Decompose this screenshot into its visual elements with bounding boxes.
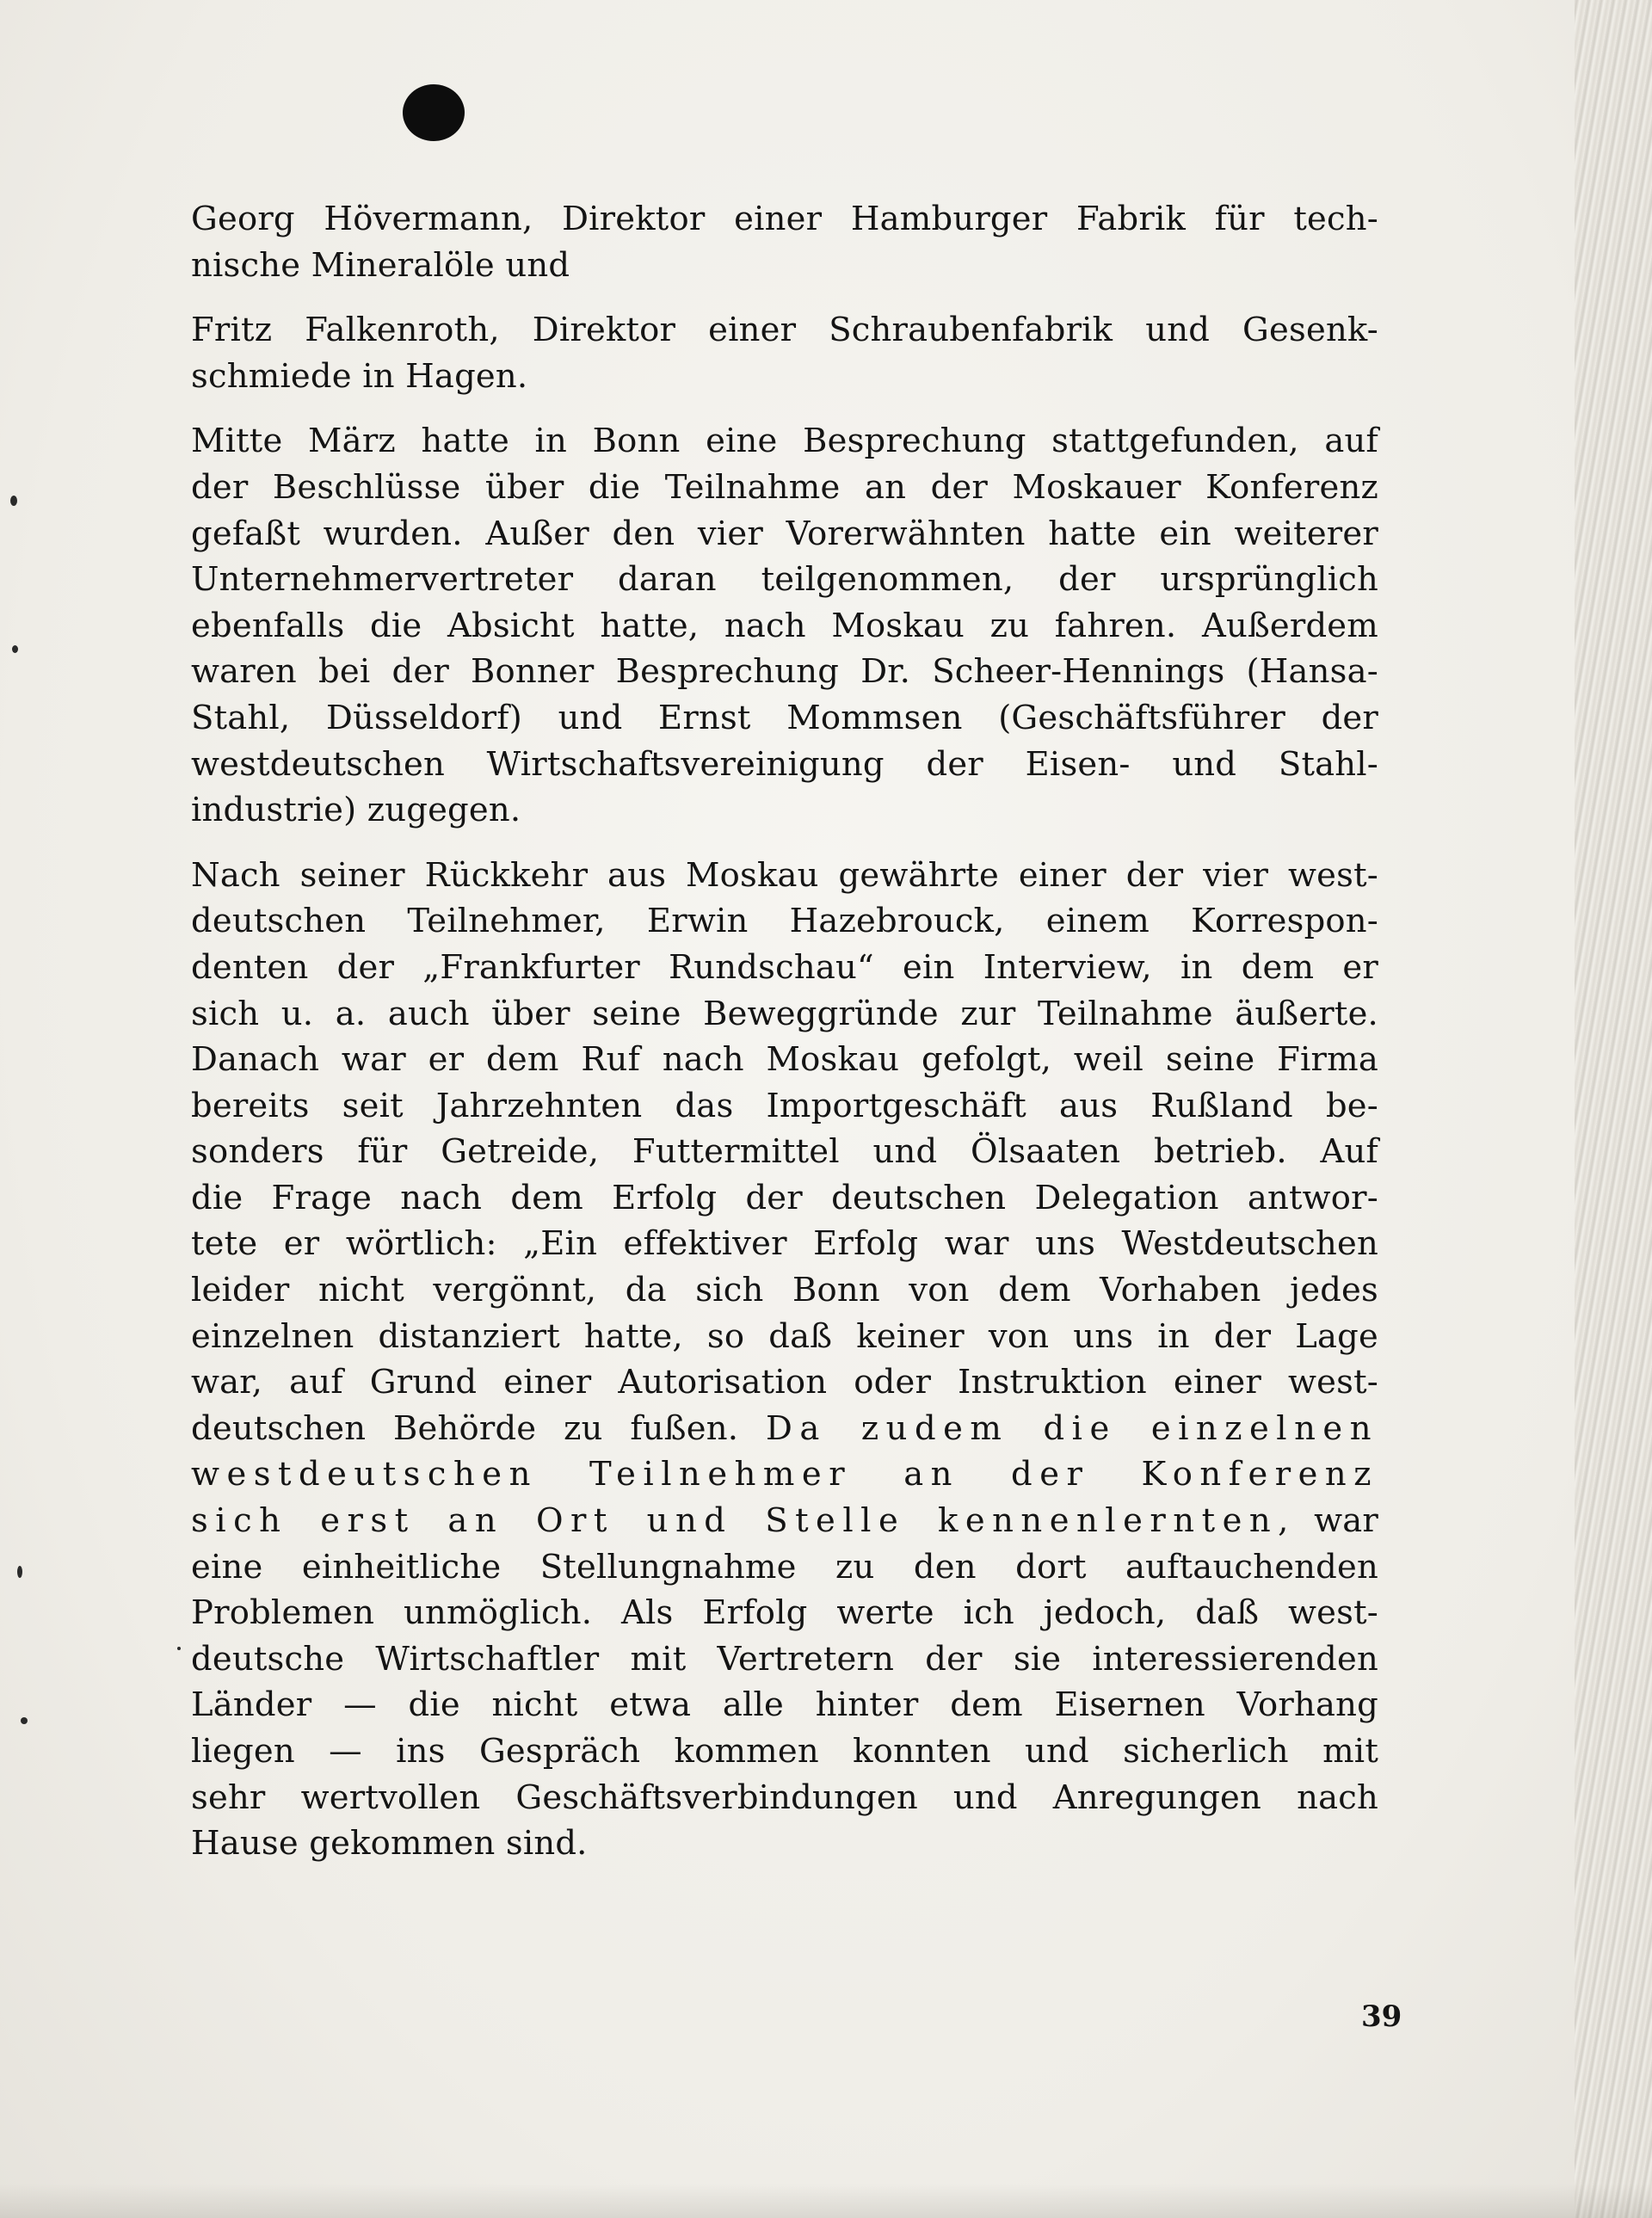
text-line: Danach war er dem Ruf nach Moskau gefolgt, weil seine Firma [191, 1040, 1378, 1080]
paragraph [191, 196, 1378, 288]
punch-hole-mark [403, 84, 465, 141]
text-line: war, auf Grund einer Autorisation oder Instruktion einer west- [191, 1363, 1378, 1402]
text-line: westdeutschen Wirtschaftsvereinigung der Eisen- und Stahl- [191, 744, 1378, 784]
body-text [191, 196, 1378, 1886]
text-line: nische Mineralöle und [191, 245, 570, 285]
text-line: gefaßt wurden. Außer den vier Vorerwähnten hatte ein weiterer [191, 514, 1378, 553]
text-line: tete er wörtlich: „Ein effektiver Erfolg war uns Westdeutschen [191, 1224, 1378, 1264]
text-line: industrie) zugegen. [191, 791, 521, 830]
text-line: waren bei der Bonner Besprechung Dr. Scheer-Hennings (Hansa- [191, 652, 1378, 692]
text-line: die Frage nach dem Erfolg der deutschen Delegation antwor- [191, 1178, 1378, 1217]
text-line: Hause gekommen sind. [191, 1824, 588, 1864]
text-line: Unternehmervertreter daran teilgenommen, der ursprünglich [191, 560, 1378, 600]
paragraph [191, 853, 1378, 1867]
text-line-mixed [191, 1498, 1378, 1544]
text-line: deutsche Wirtschaftler mit Vertretern der sie interessierenden [191, 1639, 1378, 1679]
ink-speck [10, 496, 17, 506]
paragraph [191, 418, 1378, 833]
emphasis-spaced-text: sich erst an Ort und Stelle kennenlernten [191, 1501, 1279, 1541]
text-line: Länder — die nicht etwa alle hinter dem Eisernen Vorhang [191, 1685, 1378, 1725]
text-line: denten der „Frankfurter Rundschau“ ein Interview, in dem er [191, 947, 1378, 987]
text-line: eine einheitliche Stellungnahme zu den dort auftauchenden [191, 1547, 1378, 1586]
text-line-mixed [191, 1406, 1378, 1452]
text-line: Stahl, Düsseldorf) und Ernst Mommsen (Geschäftsführer der [191, 698, 1378, 737]
page-edge-right [1575, 0, 1652, 2218]
text-line: einzelnen distanziert hatte, so daß keiner von uns in der Lage [191, 1316, 1378, 1356]
ink-speck [12, 645, 18, 653]
text-line: der Beschlüsse über die Teilnahme an der Moskauer Konferenz [191, 467, 1378, 507]
text-line: bereits seit Jahrzehnten das Importgeschäft aus Rußland be- [191, 1086, 1378, 1125]
page-edge-bottom [0, 2184, 1652, 2218]
text-run: deutschen Behörde zu fußen. [191, 1408, 766, 1448]
text-line: Fritz Falkenroth, Direktor einer Schraubenfabrik und Gesenk- [191, 311, 1378, 350]
emphasis-spaced-line: westdeutschen Teilnehmer an der Konferenz [191, 1455, 1378, 1494]
text-line: leider nicht vergönnt, da sich Bonn von dem Vorhaben jedes [191, 1271, 1378, 1310]
text-line: ebenfalls die Absicht hatte, nach Moskau zu fahren. Außerdem [191, 606, 1378, 645]
ink-speck [17, 1566, 22, 1578]
text-line: Mitte März hatte in Bonn eine Besprechung stattgefunden, auf [191, 422, 1378, 461]
paragraph [191, 307, 1378, 399]
text-line: Problemen unmöglich. Als Erfolg werte ich jedoch, daß west- [191, 1593, 1378, 1633]
text-line: Georg Hövermann, Direktor einer Hamburger Fabrik für tech- [191, 200, 1378, 238]
text-line: Nach seiner Rückkehr aus Moskau gewährte einer der vier west- [191, 855, 1378, 895]
text-line: sich u. a. auch über seine Beweggründe zur Teilnahme äußerte. [191, 994, 1378, 1033]
text-line: schmiede in Hagen. [191, 356, 528, 396]
text-line: deutschen Teilnehmer, Erwin Hazebrouck, einem Korrespon- [191, 902, 1378, 941]
ink-speck [21, 1717, 28, 1724]
emphasis-spaced-text: Da zudem die einzelnen [765, 1408, 1378, 1448]
ink-speck [177, 1647, 181, 1650]
text-line: sehr wertvollen Geschäftsverbindungen und Anregungen nach [191, 1777, 1378, 1817]
text-run: , war [1278, 1501, 1378, 1541]
text-line: liegen — ins Gespräch kommen konnten und sicherlich mit [191, 1732, 1378, 1771]
page-number: 39 [1361, 1999, 1402, 2034]
text-line: sonders für Getreide, Futtermittel und Ölsaaten betrieb. Auf [191, 1132, 1378, 1172]
